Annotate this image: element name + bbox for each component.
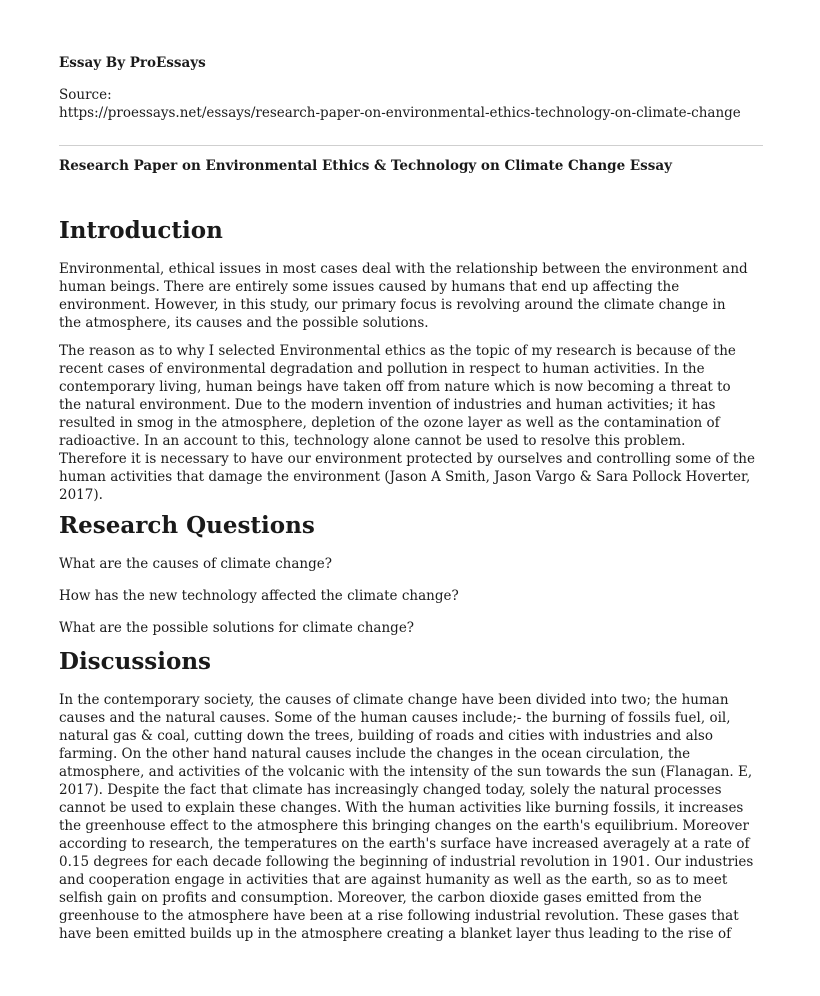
text-line: 2017). — [59, 487, 103, 503]
text-line: human beings. There are entirely some issues caused by humans that end up affecting the — [59, 279, 680, 295]
text-line: human activities that damage the environment (Jason A Smith, Jason Vargo & Sara Pollock Hoverter, — [59, 469, 751, 485]
text-line: 0.15 degrees for each decade following the beginning of industrial revolution in 1901. Our industries — [59, 854, 754, 870]
section-heading-discussions: Discussions — [59, 648, 212, 675]
research-question-2: How has the new technology affected the climate change? — [59, 588, 459, 604]
text-line: and cooperation engage in activities that are against humanity as well as the earth, so as to meet — [59, 872, 728, 888]
header-divider — [59, 145, 763, 146]
text-line: cannot be used to explain these changes. With the human activities like burning fossils, it increases — [59, 800, 744, 816]
text-line: Environmental, ethical issues in most cases deal with the relationship between the environment and — [59, 261, 748, 277]
section-heading-research-questions: Research Questions — [59, 512, 315, 539]
text-line: contemporary living, human beings have taken off from nature which is now becoming a threat to — [59, 379, 731, 395]
text-line: Therefore it is necessary to have our environment protected by ourselves and controlling some of the — [59, 451, 755, 467]
section-heading-introduction: Introduction — [59, 217, 223, 244]
text-line: The reason as to why I selected Environmental ethics as the topic of my research is because of the — [59, 343, 736, 359]
text-line: environment. However, in this study, our primary focus is revolving around the climate change in — [59, 297, 726, 313]
text-line: atmosphere, and activities of the volcanic with the intensity of the sun towards the sun (Flanagan. E, — [59, 764, 753, 780]
introduction-paragraph-2 — [59, 342, 755, 504]
source-url-link[interactable]: https://proessays.net/essays/research-paper-on-environmental-ethics-technology-on-climate-change — [59, 105, 741, 121]
text-line: 2017). Despite the fact that climate has increasingly changed today, solely the natural processes — [59, 782, 722, 798]
introduction-paragraph-1 — [59, 260, 748, 332]
text-line: farming. On the other hand natural causes include the changes in the ocean circulation, the — [59, 746, 691, 762]
text-line: In the contemporary society, the causes of climate change have been divided into two; the human — [59, 692, 729, 708]
text-line: according to research, the temperatures on the earth's surface have increased averagely at a rate of — [59, 836, 750, 852]
text-line: the greenhouse effect to the atmosphere this bringing changes on the earth's equilibrium. Moreover — [59, 818, 749, 834]
text-line: natural gas & coal, cutting down the trees, building of roads and cities with industries and also — [59, 728, 713, 744]
research-question-1: What are the causes of climate change? — [59, 556, 332, 572]
text-line: causes and the natural causes. Some of the human causes include;- the burning of fossils fuel, oil, — [59, 710, 731, 726]
document-title: Research Paper on Environmental Ethics & Technology on Climate Change Essay — [59, 158, 672, 174]
text-line: resulted in smog in the atmosphere, depletion of the ozone layer as well as the contamination of — [59, 415, 720, 431]
research-question-3: What are the possible solutions for climate change? — [59, 620, 415, 636]
text-line: have been emitted builds up in the atmosphere creating a blanket layer thus leading to the rise of — [59, 926, 732, 942]
source-label: Source: — [59, 87, 112, 103]
text-line: radioactive. In an account to this, technology alone cannot be used to resolve this problem. — [59, 433, 686, 449]
text-line: recent cases of environmental degradation and pollution in respect to human activities. In the — [59, 361, 705, 377]
text-line: the atmosphere, its causes and the possible solutions. — [59, 315, 429, 331]
text-line: selfish gain on profits and consumption. Moreover, the carbon dioxide gases emitted from the — [59, 890, 702, 906]
text-line: greenhouse to the atmosphere have been at a rise following industrial revolution. These gases that — [59, 908, 739, 924]
text-line: the natural environment. Due to the modern invention of industries and human activities; it has — [59, 397, 716, 413]
brand-label: Essay By ProEssays — [59, 55, 206, 71]
discussions-paragraph-1 — [59, 691, 753, 943]
